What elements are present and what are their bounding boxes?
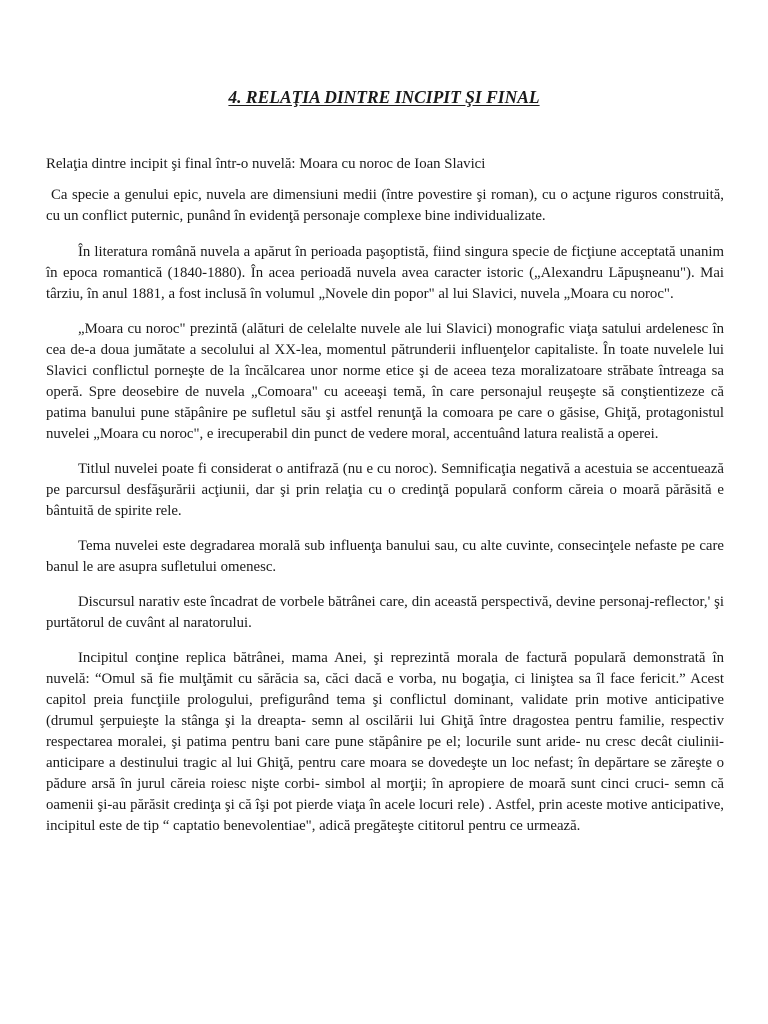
paragraph: Titlul nuvelei poate fi considerat o antifrază (nu e cu noroc). Semnificaţia negativă a acestuia se accentuează pe parcursul desfăşurării acţiunii, dar şi prin relaţia cu o credinţă populară conform căreia o moară părăsită e bântuită de spirite rele. <box>46 461 724 519</box>
paragraph: Incipitul conţine replica bătrânei, mama Anei, şi reprezintă morala de factură populară demonstrată în nuvelă: “Omul să fie mulţămit cu sărăcia sa, căci dacă e vorba, nu bogaţia, ci liniştea sa îl face fericit.” Acest capitol preia funcţiile prologului, prefigurând tema şi conflictul dominant, validate prin motive anticipative (drumul şerpuieşte la stânga şi la dreapta- semn al oscilării lui Ghiţă între dragostea pentru familie, respectiv respectarea moralei, şi patima pentru bani care pune stăpânire pe el; locurile sunt aride- nu cresc decât ciulinii- anticipare a destinului tragic al lui Ghiţă, pentru care moara se dovedeşte un loc nefast; în depărtare se zăreşte o pădure arsă în jurul căreia roiesc nişte corbi- simbol al morţii; în apropiere de moară sunt cinci cruci- semn că oamenii şi-au părăsit credinţa şi că îşi pot pierde viaţa în acele locuri rele) . Astfel, prin aceste motive anticipative, incipitul este de tip “ captatio benevolentiae", adică pregăteşte cititorul pentru ce urmează. <box>46 650 724 834</box>
document-title: 4. RELAŢIA DINTRE INCIPIT ŞI FINAL <box>228 87 540 107</box>
paragraph: „Moara cu noroc" prezintă (alături de celelalte nuvele ale lui Slavici) monografic viaţa satului ardelenesc în cea de-a doua jumătate a secolului al XX-lea, momentul pătrunderii influenţelor capitaliste. În toate nuvelele lui Slavici conflictul porneşte de la încălcarea unor norme etice şi de aceea teza moralizatoare străbate întreaga sa operă. Spre deosebire de nuvela „Comoara" cu aceeaşi temă, în care personajul reuşeşte să conştientizeze că patima banului pune stăpânire pe sufletul său şi astfel renunţă la comoara pe care o găsise, Ghiţă, protagonistul nuvelei „Moara cu noroc", e irecuperabil din punct de vedere moral, accentuând latura realistă a operei. <box>46 321 724 442</box>
paragraph: Ca specie a genului epic, nuvela are dimensiuni medii (între povestire şi roman), cu o acţune riguros construită, cu un conflict puternic, punând în evidenţă personaje complexe bine individualizate. <box>46 187 724 224</box>
paragraph: Discursul narativ este încadrat de vorbele bătrânei care, din această perspectivă, devine personaj-reflector,' şi purtătorul de cuvânt al naratorului. <box>46 594 724 631</box>
intro-line: Relaţia dintre incipit şi final într-o nuvelă: Moara cu noroc de Ioan Slavici <box>46 156 486 172</box>
paragraph: În literatura română nuvela a apărut în perioada paşoptistă, fiind singura specie de ficţiune acceptată unanim în epoca romantică (1840-1880). În acea perioadă nuvela avea caracter istoric („Alexandru Lăpuşneanu"). Mai târziu, în anul 1881, a fost inclusă în volumul „Novele din popor" al lui Slavici, nuvela „Moara cu noroc". <box>46 244 724 302</box>
paragraph: Tema nuvelei este degradarea morală sub influenţa banului sau, cu alte cuvinte, consecinţele nefaste pe care banul le are asupra sufletului omenesc. <box>46 538 724 575</box>
document-body <box>46 185 724 851</box>
